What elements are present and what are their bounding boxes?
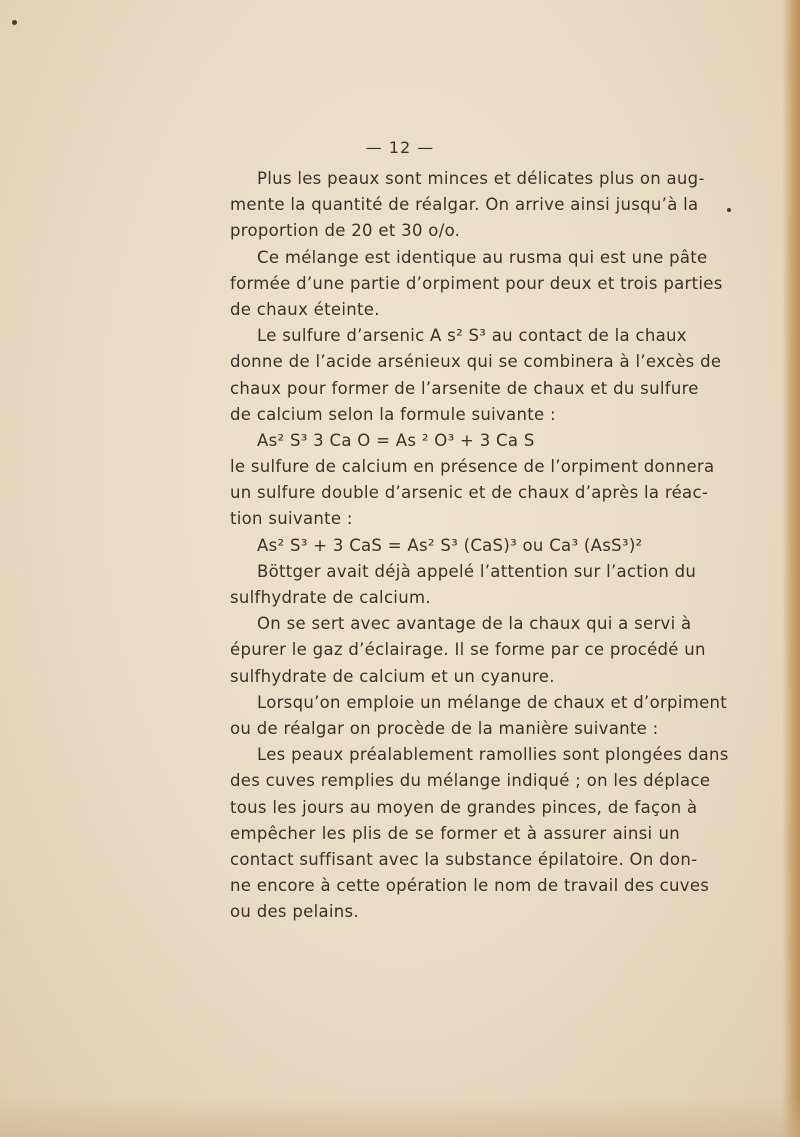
formula-line: As² S³ + 3 CaS = As² S³ (CaS)³ ou Ca³ (AsS³)² [257,535,643,555]
text-line: le sulfure de calcium en présence de l’orpiment donnera [230,457,715,477]
text-line: Ce mélange est identique au rusma qui est une pâte [257,247,708,267]
text-line: donne de l’acide arsénieux qui se combinera à l’excès de [230,352,722,372]
page-edge-stain [782,0,800,1137]
text-line: sulfhydrate de calcium. [230,588,431,607]
text-line: empêcher les plis de se former et à assurer ainsi un [230,823,680,843]
text-line: mente la quantité de réalgar. On arrive ainsi jusqu’à la [230,195,699,215]
page-number: — 12 — [365,138,435,157]
ink-spot [727,208,731,212]
text-line: tion suivante : [230,509,353,529]
text-line: de calcium selon la formule suivante : [230,404,556,424]
body-text [230,166,729,925]
text-line: chaux pour former de l’arsenite de chaux et du sulfure [230,378,699,398]
text-line: sulfhydrate de calcium et un cyanure. [230,666,555,686]
text-line: Les peaux préalablement ramollies sont plongées dans [257,745,729,765]
text-line: de chaux éteinte. [230,299,380,319]
text-line: Le sulfure d’arsenic A s² S³ au contact de la chaux [257,326,687,346]
text-line: On se sert avec avantage de la chaux qui a servi à [257,614,692,634]
ink-spot [12,20,17,25]
text-line: formée d’une partie d’orpiment pour deux et trois parties [230,273,723,293]
text-line: Lorsqu’on emploie un mélange de chaux et d’orpiment [257,692,728,712]
text-line: des cuves remplies du mélange indiqué ; on les déplace [230,771,711,791]
formula-line: As² S³ 3 Ca O = As ² O³ + 3 Ca S [257,430,535,450]
text-line: Böttger avait déjà appelé l’attention sur l’action du [257,561,697,581]
text-line: ou de réalgar on procède de la manière suivante : [230,718,659,738]
page-bottom-stain [0,1097,800,1137]
text-line: un sulfure double d’arsenic et de chaux d’après la réac- [230,483,709,503]
text-line: ou des pelains. [230,902,359,922]
text-line: épurer le gaz d’éclairage. Il se forme par ce procédé un [230,640,706,660]
text-line: tous les jours au moyen de grandes pinces, de façon à [230,797,698,817]
text-line: Plus les peaux sont minces et délicates plus on aug- [257,169,705,188]
text-line: proportion de 20 et 30 o/o. [230,221,461,241]
text-line: contact suffisant avec la substance épilatoire. On don- [230,849,698,869]
text-line: ne encore à cette opération le nom de travail des cuves [230,876,710,896]
